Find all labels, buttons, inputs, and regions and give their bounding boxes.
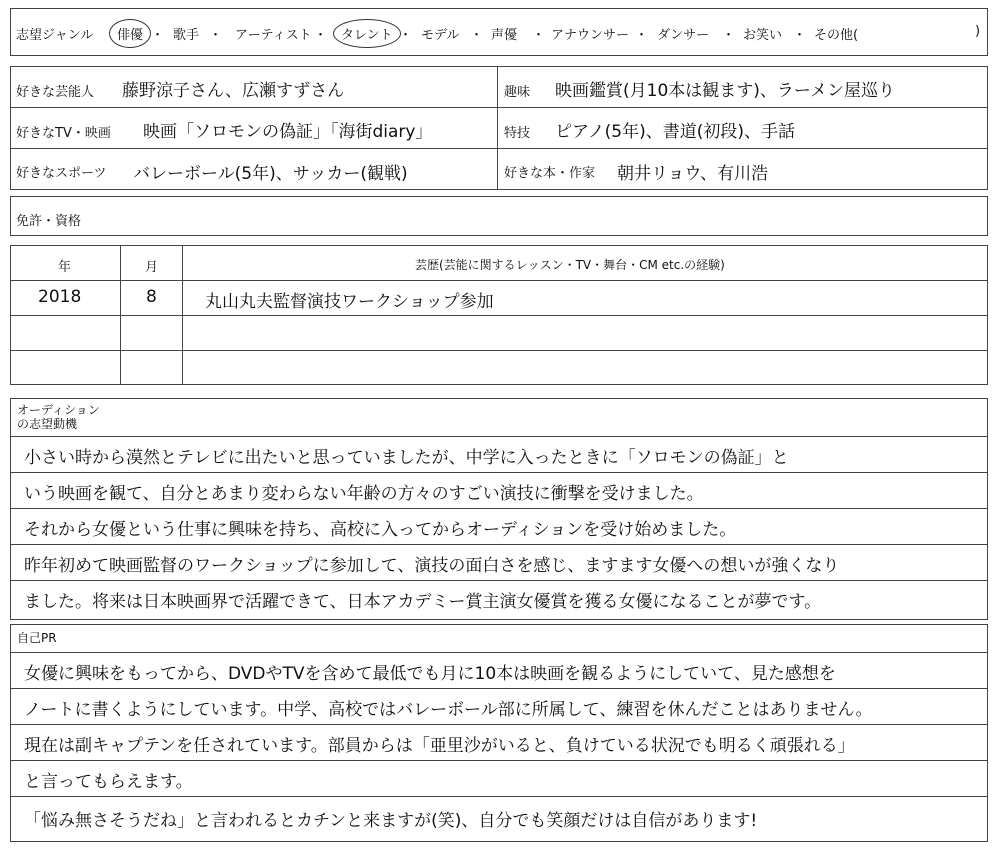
genre-option-singer[interactable]: 歌手 [173,28,200,43]
fav-tv-movie-value[interactable]: 映画「ソロモンの偽証」「海街diary」 [143,122,433,142]
career-row-divider [10,315,988,316]
genre-option-comedy[interactable]: お笑い [743,28,783,43]
genre-option-actor[interactable]: 俳優 [109,19,151,48]
career-header-year: 年 [58,260,72,275]
motivation-rule [10,580,988,581]
career-header-detail: 芸歴(芸能に関するレッスン・TV・舞台・CM etc.の経験) [415,258,725,272]
self-pr-text-line[interactable]: 現在は副キャプテンを任されています。部員からは「亜里沙がいると、負けている状況でも明るく頑張れる」 [24,736,855,756]
profile-row-divider [10,107,988,108]
genre-other-close: ) [975,24,981,39]
profile-col-divider [497,66,498,190]
motivation-text-line[interactable]: それから女優という仕事に興味を持ち、高校に入ってからオーディションを受け始めました。 [24,520,737,540]
genre-option-artist[interactable]: アーティスト [235,28,312,43]
career-col-divider [182,245,183,385]
fav-sport-value[interactable]: バレーボール(5年)、サッカー(観戦) [133,164,408,184]
career-row-divider [10,280,988,281]
self-pr-rule [10,688,988,689]
license-label: 免許・資格 [16,214,82,229]
fav-sport-label: 好きなスポーツ [16,166,107,181]
genre-option-dancer[interactable]: ダンサー [657,28,710,43]
career-header-month: 月 [145,260,159,275]
self-pr-rule [10,796,988,797]
motivation-rule [10,472,988,473]
genre-option-model[interactable]: モデル [421,28,460,43]
motivation-rule [10,508,988,509]
genre-separator: ・ [722,28,736,43]
self-pr-rule [10,724,988,725]
career-col-divider [120,245,121,385]
self-pr-label: 自己PR [17,631,57,645]
self-pr-text-line[interactable]: と言ってもらえます。 [24,772,193,792]
genre-option-other[interactable]: その他( [814,28,859,43]
genre-separator: ・ [793,28,807,43]
fav-tv-movie-label: 好きなTV・映画 [16,126,111,141]
self-pr-text-line[interactable]: ノートに書くようにしています。中学、高校ではバレーボール部に所属して、練習を休んだことはありません。 [24,700,873,720]
self-pr-rule [10,652,988,653]
genre-separator: ・ [532,28,546,43]
genre-separator: ・ [399,28,413,43]
genre-separator: ・ [635,28,649,43]
skill-value[interactable]: ピアノ(5年)、書道(初段)、手話 [555,122,795,142]
motivation-rule [10,436,988,437]
motivation-label-line1: オーディション [17,403,100,417]
genre-separator: ・ [151,28,165,43]
career-row-detail[interactable]: 丸山丸夫監督演技ワークショップ参加 [205,292,494,312]
fav-celebrity-label: 好きな芸能人 [16,85,95,100]
motivation-text-line[interactable]: 小さい時から漠然とテレビに出たいと思っていましたが、中学に入ったときに「ソロモンの偽証」と [24,448,789,468]
fav-book-author-label: 好きな本・作家 [504,166,596,181]
self-pr-rule [10,760,988,761]
genre-option-voice-actor[interactable]: 声優 [491,28,518,43]
self-pr-text-line[interactable]: 女優に興味をもってから、DVDやTVを含めて最低でも月に10本は映画を観るようにしていて、見た感想を [24,664,836,684]
genre-option-announcer[interactable]: アナウンサー [551,28,630,43]
hobby-value[interactable]: 映画鑑賞(月10本は観ます)、ラーメン屋巡り [555,81,896,101]
motivation-text-line[interactable]: いう映画を観て、自分とあまり変わらない年齢の方々のすごい演技に衝撃を受けました。 [24,484,704,504]
license-section [10,196,988,236]
motivation-rule [10,544,988,545]
career-row-year[interactable]: 2018 [38,287,82,307]
skill-label: 特技 [504,126,531,141]
profile-row-divider [10,148,988,149]
fav-celebrity-value[interactable]: 藤野涼子さん、広瀬すずさん [122,81,345,101]
fav-book-author-value[interactable]: 朝井リョウ、有川浩 [617,164,769,184]
motivation-text-line[interactable]: ました。将来は日本映画界で活躍できて、日本アカデミー賞主演女優賞を獲る女優になることが夢です。 [24,592,822,612]
motivation-text-line[interactable]: 昨年初めて映画監督のワークショップに参加して、演技の面白さを感じ、ますます女優への想いが強くなり [24,556,840,576]
hobby-label: 趣味 [504,85,531,100]
career-row-divider [10,350,988,351]
career-row-month[interactable]: 8 [146,287,157,307]
genre-separator: ・ [470,28,484,43]
genre-separator: ・ [209,28,223,43]
motivation-label-line2: の志望動機 [17,417,78,431]
genre-label: 志望ジャンル [16,28,94,43]
genre-separator: ・ [314,28,328,43]
self-pr-text-line[interactable]: 「悩み無さそうだね」と言われるとカチンと来ますが(笑)、自分でも笑顔だけは自信があります! [24,811,758,831]
genre-option-talent[interactable]: タレント [333,19,401,48]
